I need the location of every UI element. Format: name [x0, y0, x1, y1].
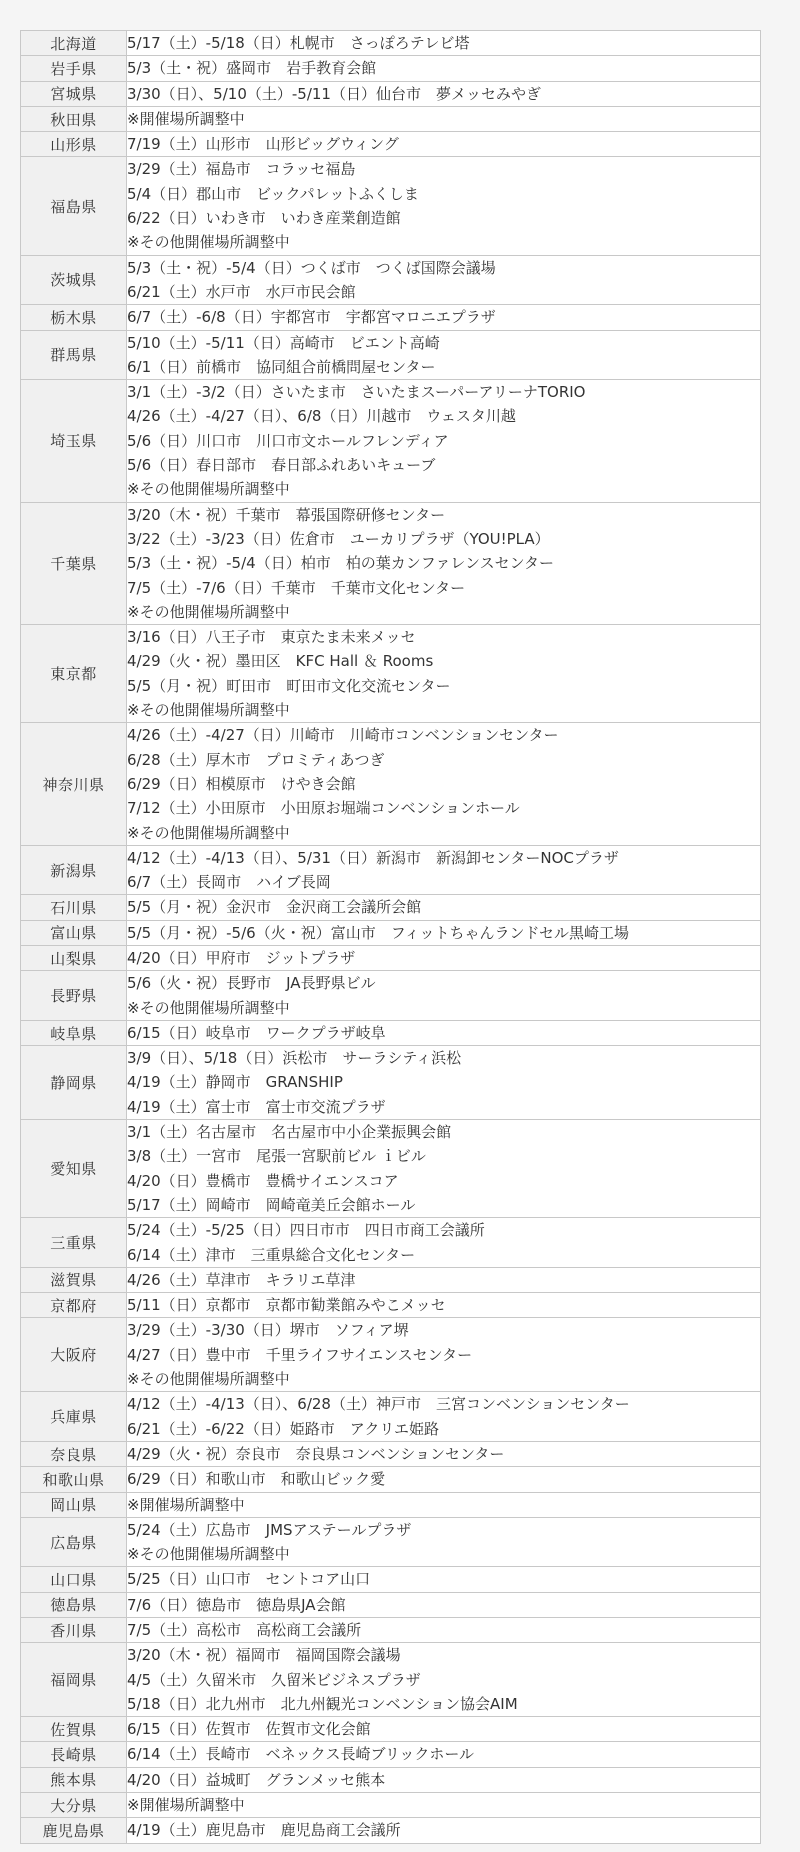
prefecture-cell: 福島県 — [21, 157, 127, 255]
prefecture-cell: 長崎県 — [21, 1742, 127, 1767]
table-row — [21, 1318, 761, 1392]
table-row — [21, 1717, 761, 1742]
prefecture-cell: 埼玉県 — [21, 380, 127, 502]
prefecture-cell: 大阪府 — [21, 1318, 127, 1392]
prefecture-cell: 秋田県 — [21, 106, 127, 131]
event-line: 7/5（土）-7/6（日）千葉市 千葉市文化センター — [127, 578, 466, 597]
event-line: 5/3（土・祝）盛岡市 岩手教育会館 — [127, 59, 377, 78]
prefecture-cell: 宮城県 — [21, 81, 127, 106]
event-line: 5/24（土）広島市 JMSアステールプラザ — [127, 1520, 412, 1539]
table-row — [21, 106, 761, 131]
event-line: 3/8（土）一宮市 尾張一宮駅前ビル ｉビル — [127, 1147, 426, 1166]
event-line: 3/16（日）八王子市 東京たま未来メッセ — [127, 628, 416, 647]
event-details-cell — [127, 502, 761, 624]
table-row — [21, 81, 761, 106]
event-line: 5/6（日）川口市 川口市文ホールフレンディア — [127, 431, 449, 450]
prefecture-cell: 滋賀県 — [21, 1267, 127, 1292]
table-row — [21, 1467, 761, 1492]
event-line: 4/19（土）静岡市 GRANSHIP — [127, 1073, 343, 1092]
table-row — [21, 1793, 761, 1818]
prefecture-cell: 茨城県 — [21, 255, 127, 305]
event-line: 6/14（土）長崎市 ベネックス長崎ブリックホール — [127, 1745, 475, 1764]
event-line: 7/12（土）小田原市 小田原お堀端コンベンションホール — [127, 799, 520, 818]
prefecture-cell: 東京都 — [21, 625, 127, 723]
event-line: 4/26（土）草津市 キラリエ草津 — [127, 1270, 356, 1289]
table-row — [21, 1267, 761, 1292]
event-line: 3/30（日）、5/10（土）-5/11（日）仙台市 夢メッセみやぎ — [127, 84, 541, 103]
event-details-cell — [127, 1818, 761, 1843]
event-line: 5/6（火・祝）長野市 JA長野県ビル — [127, 974, 376, 993]
event-line: 3/22（土）-3/23（日）佐倉市 ユーカリプラザ（YOU!PLA） — [127, 529, 550, 548]
table-row — [21, 1517, 761, 1567]
prefecture-cell: 栃木県 — [21, 305, 127, 330]
event-details-cell — [127, 1441, 761, 1466]
event-line: 3/1（土）-3/2（日）さいたま市 さいたまスーパーアリーナTORIO — [127, 383, 586, 402]
table-row — [21, 1492, 761, 1517]
event-line: 5/11（日）京都市 京都市勧業館みやこメッセ — [127, 1296, 446, 1315]
prefecture-cell: 奈良県 — [21, 1441, 127, 1466]
table-row — [21, 380, 761, 502]
event-line: 4/12（土）-4/13（日）、5/31（日）新潟市 新潟卸センターNOCプラザ — [127, 848, 619, 867]
event-details-cell — [127, 1392, 761, 1442]
table-row — [21, 1046, 761, 1120]
event-line: ※開催場所調整中 — [127, 1495, 245, 1514]
event-line: 5/10（土）-5/11（日）高崎市 ビエント高崎 — [127, 333, 440, 352]
event-line: 6/28（土）厚木市 プロミティあつぎ — [127, 750, 385, 769]
event-line: ※その他開催場所調整中 — [127, 823, 290, 842]
table-row — [21, 945, 761, 970]
event-line: 5/5（月・祝）-5/6（火・祝）富山市 フィットちゃんランドセル黒崎工場 — [127, 923, 630, 942]
event-line: 5/3（土・祝）-5/4（日）柏市 柏の葉カンファレンスセンター — [127, 554, 554, 573]
prefecture-cell: 福岡県 — [21, 1643, 127, 1717]
prefecture-cell: 大分県 — [21, 1793, 127, 1818]
table-row — [21, 845, 761, 895]
event-details-cell — [127, 1492, 761, 1517]
event-line: 3/20（木・祝）千葉市 幕張国際研修センター — [127, 505, 446, 524]
event-line: 5/5（月・祝）町田市 町田市文化交流センター — [127, 676, 451, 695]
prefecture-cell: 徳島県 — [21, 1592, 127, 1617]
event-line: 5/3（土・祝）-5/4（日）つくば市 つくば国際会議場 — [127, 258, 496, 277]
event-line: 4/26（土）-4/27（日）川崎市 川崎市コンベンションセンター — [127, 726, 559, 745]
event-line: 6/7（土）-6/8（日）宇都宮市 宇都宮マロニエプラザ — [127, 308, 496, 327]
event-line: 4/26（土）-4/27（日）、6/8（日）川越市 ウェスタ川越 — [127, 407, 516, 426]
event-line: 5/17（土）岡崎市 岡崎竜美丘会館ホール — [127, 1195, 416, 1214]
event-line: 5/18（日）北九州市 北九州観光コンベンション協会AIM — [127, 1694, 518, 1713]
prefecture-cell: 岐阜県 — [21, 1020, 127, 1045]
prefecture-cell: 岡山県 — [21, 1492, 127, 1517]
prefecture-cell: 千葉県 — [21, 502, 127, 624]
event-details-cell — [127, 1643, 761, 1717]
event-details-cell — [127, 1318, 761, 1392]
event-line: 3/29（土）-3/30（日）堺市 ソフィア堺 — [127, 1321, 409, 1340]
event-line: 5/5（月・祝）金沢市 金沢商工会議所会館 — [127, 898, 422, 917]
event-line: 4/20（日）益城町 グランメッセ熊本 — [127, 1770, 386, 1789]
table-row — [21, 1218, 761, 1268]
event-line: 3/29（土）福島市 コラッセ福島 — [127, 160, 356, 179]
event-line: ※その他開催場所調整中 — [127, 233, 290, 252]
event-line: 4/29（火・祝）奈良市 奈良県コンベンションセンター — [127, 1444, 505, 1463]
event-details-cell — [127, 255, 761, 305]
table-row — [21, 1120, 761, 1218]
event-line: 3/1（土）名古屋市 名古屋市中小企業振興会館 — [127, 1123, 452, 1142]
event-line: ※その他開催場所調整中 — [127, 701, 290, 720]
prefecture-cell: 香川県 — [21, 1618, 127, 1643]
event-line: 4/19（土）富士市 富士市交流プラザ — [127, 1097, 386, 1116]
event-details-cell — [127, 31, 761, 56]
prefecture-cell: 山口県 — [21, 1567, 127, 1592]
table-row — [21, 723, 761, 845]
event-line: ※その他開催場所調整中 — [127, 1370, 290, 1389]
event-line: 4/12（土）-4/13（日）、6/28（土）神戸市 三宮コンベンションセンター — [127, 1395, 630, 1414]
table-row — [21, 1020, 761, 1045]
event-line: 4/27（日）豊中市 千里ライフサイエンスセンター — [127, 1345, 473, 1364]
table-row — [21, 1567, 761, 1592]
event-line: ※開催場所調整中 — [127, 109, 245, 128]
prefecture-cell: 広島県 — [21, 1517, 127, 1567]
event-line: 6/7（土）長岡市 ハイブ長岡 — [127, 873, 331, 892]
prefecture-cell: 京都府 — [21, 1293, 127, 1318]
event-line: 4/29（火・祝）墨田区 KFC Hall ＆ Rooms — [127, 652, 434, 671]
event-details-cell — [127, 1046, 761, 1120]
event-line: ※その他開催場所調整中 — [127, 602, 290, 621]
table-row — [21, 1618, 761, 1643]
event-details-cell — [127, 56, 761, 81]
event-line: 6/14（土）津市 三重県総合文化センター — [127, 1245, 416, 1264]
event-details-cell — [127, 920, 761, 945]
venue-table-body — [21, 31, 761, 1844]
table-row — [21, 56, 761, 81]
prefecture-cell: 山形県 — [21, 132, 127, 157]
top-bar — [0, 0, 800, 30]
event-details-cell — [127, 330, 761, 380]
event-line: 5/17（土）-5/18（日）札幌市 さっぽろテレビ塔 — [127, 34, 470, 52]
event-details-cell — [127, 1592, 761, 1617]
venue-table-container — [20, 30, 761, 1844]
event-line: ※その他開催場所調整中 — [127, 998, 290, 1017]
prefecture-cell: 新潟県 — [21, 845, 127, 895]
event-line: 5/6（日）春日部市 春日部ふれあいキューブ — [127, 456, 436, 475]
event-line: 4/5（土）久留米市 久留米ビジネスプラザ — [127, 1670, 421, 1689]
table-row — [21, 1592, 761, 1617]
prefecture-cell: 石川県 — [21, 895, 127, 920]
event-line: ※開催場所調整中 — [127, 1796, 245, 1815]
event-line: 5/25（日）山口市 セントコア山口 — [127, 1570, 371, 1589]
event-details-cell — [127, 895, 761, 920]
event-details-cell — [127, 1717, 761, 1742]
event-details-cell — [127, 971, 761, 1021]
table-row — [21, 255, 761, 305]
event-line: 4/20（日）甲府市 ジットプラザ — [127, 948, 356, 967]
table-row — [21, 625, 761, 723]
prefecture-cell: 和歌山県 — [21, 1467, 127, 1492]
event-line: 6/29（日）相模原市 けやき会館 — [127, 774, 356, 793]
event-line: 5/24（土）-5/25（日）四日市市 四日市商工会議所 — [127, 1221, 485, 1240]
event-line: ※その他開催場所調整中 — [127, 480, 290, 499]
event-details-cell — [127, 106, 761, 131]
prefecture-cell: 神奈川県 — [21, 723, 127, 845]
table-row — [21, 1392, 761, 1442]
table-row — [21, 1643, 761, 1717]
event-line: 7/6（日）徳島市 徳島県JA会館 — [127, 1595, 346, 1614]
event-details-cell — [127, 1120, 761, 1218]
event-line: 6/21（土）水戸市 水戸市民会館 — [127, 282, 356, 301]
prefecture-cell: 佐賀県 — [21, 1717, 127, 1742]
event-details-cell — [127, 1267, 761, 1292]
prefecture-cell: 富山県 — [21, 920, 127, 945]
event-line: 3/9（日）、5/18（日）浜松市 サーラシティ浜松 — [127, 1049, 462, 1068]
table-row — [21, 132, 761, 157]
event-details-cell — [127, 1742, 761, 1767]
table-row — [21, 1293, 761, 1318]
table-row — [21, 971, 761, 1021]
event-line: 6/15（日）佐賀市 佐賀市文化会館 — [127, 1720, 371, 1739]
prefecture-cell: 長野県 — [21, 971, 127, 1021]
event-details-cell — [127, 305, 761, 330]
event-details-cell — [127, 625, 761, 723]
event-details-cell — [127, 845, 761, 895]
event-line: 4/19（土）鹿児島市 鹿児島商工会議所 — [127, 1821, 401, 1840]
event-details-cell — [127, 380, 761, 502]
event-details-cell — [127, 1793, 761, 1818]
prefecture-cell: 三重県 — [21, 1218, 127, 1268]
table-row — [21, 895, 761, 920]
table-row — [21, 31, 761, 56]
event-line: 6/29（日）和歌山市 和歌山ビック愛 — [127, 1470, 386, 1489]
event-details-cell — [127, 132, 761, 157]
table-row — [21, 157, 761, 255]
prefecture-cell: 熊本県 — [21, 1767, 127, 1792]
event-details-cell — [127, 945, 761, 970]
event-line: 6/1（日）前橋市 協同組合前橋問屋センター — [127, 357, 436, 376]
event-details-cell — [127, 1218, 761, 1268]
table-row — [21, 305, 761, 330]
table-row — [21, 502, 761, 624]
venue-table — [20, 30, 761, 1844]
event-details-cell — [127, 1618, 761, 1643]
event-line: 7/19（土）山形市 山形ビッグウィング — [127, 135, 399, 154]
event-line: 5/4（日）郡山市 ビックパレットふくしま — [127, 184, 419, 203]
event-line: ※その他開催場所調整中 — [127, 1545, 290, 1564]
prefecture-cell: 静岡県 — [21, 1046, 127, 1120]
prefecture-cell: 岩手県 — [21, 56, 127, 81]
table-row — [21, 1441, 761, 1466]
event-line: 3/20（木・祝）福岡市 福岡国際会議場 — [127, 1646, 401, 1665]
table-row — [21, 920, 761, 945]
table-row — [21, 330, 761, 380]
event-details-cell — [127, 1467, 761, 1492]
prefecture-cell: 愛知県 — [21, 1120, 127, 1218]
event-details-cell — [127, 1293, 761, 1318]
event-details-cell — [127, 1767, 761, 1792]
prefecture-cell: 北海道 — [21, 31, 127, 56]
event-line: 6/22（日）いわき市 いわき産業創造館 — [127, 209, 401, 228]
prefecture-cell: 群馬県 — [21, 330, 127, 380]
table-row — [21, 1742, 761, 1767]
event-details-cell — [127, 1567, 761, 1592]
event-line: 6/15（日）岐阜市 ワークプラザ岐阜 — [127, 1023, 386, 1042]
event-details-cell — [127, 157, 761, 255]
event-line: 6/21（土）-6/22（日）姫路市 アクリエ姫路 — [127, 1419, 440, 1438]
event-details-cell — [127, 81, 761, 106]
event-details-cell — [127, 1517, 761, 1567]
prefecture-cell: 兵庫県 — [21, 1392, 127, 1442]
prefecture-cell: 山梨県 — [21, 945, 127, 970]
event-details-cell — [127, 1020, 761, 1045]
event-line: 7/5（土）高松市 高松商工会議所 — [127, 1621, 362, 1639]
prefecture-cell: 鹿児島県 — [21, 1818, 127, 1843]
table-row — [21, 1767, 761, 1792]
event-line: 4/20（日）豊橋市 豊橋サイエンスコア — [127, 1171, 399, 1190]
event-details-cell — [127, 723, 761, 845]
table-row — [21, 1818, 761, 1843]
